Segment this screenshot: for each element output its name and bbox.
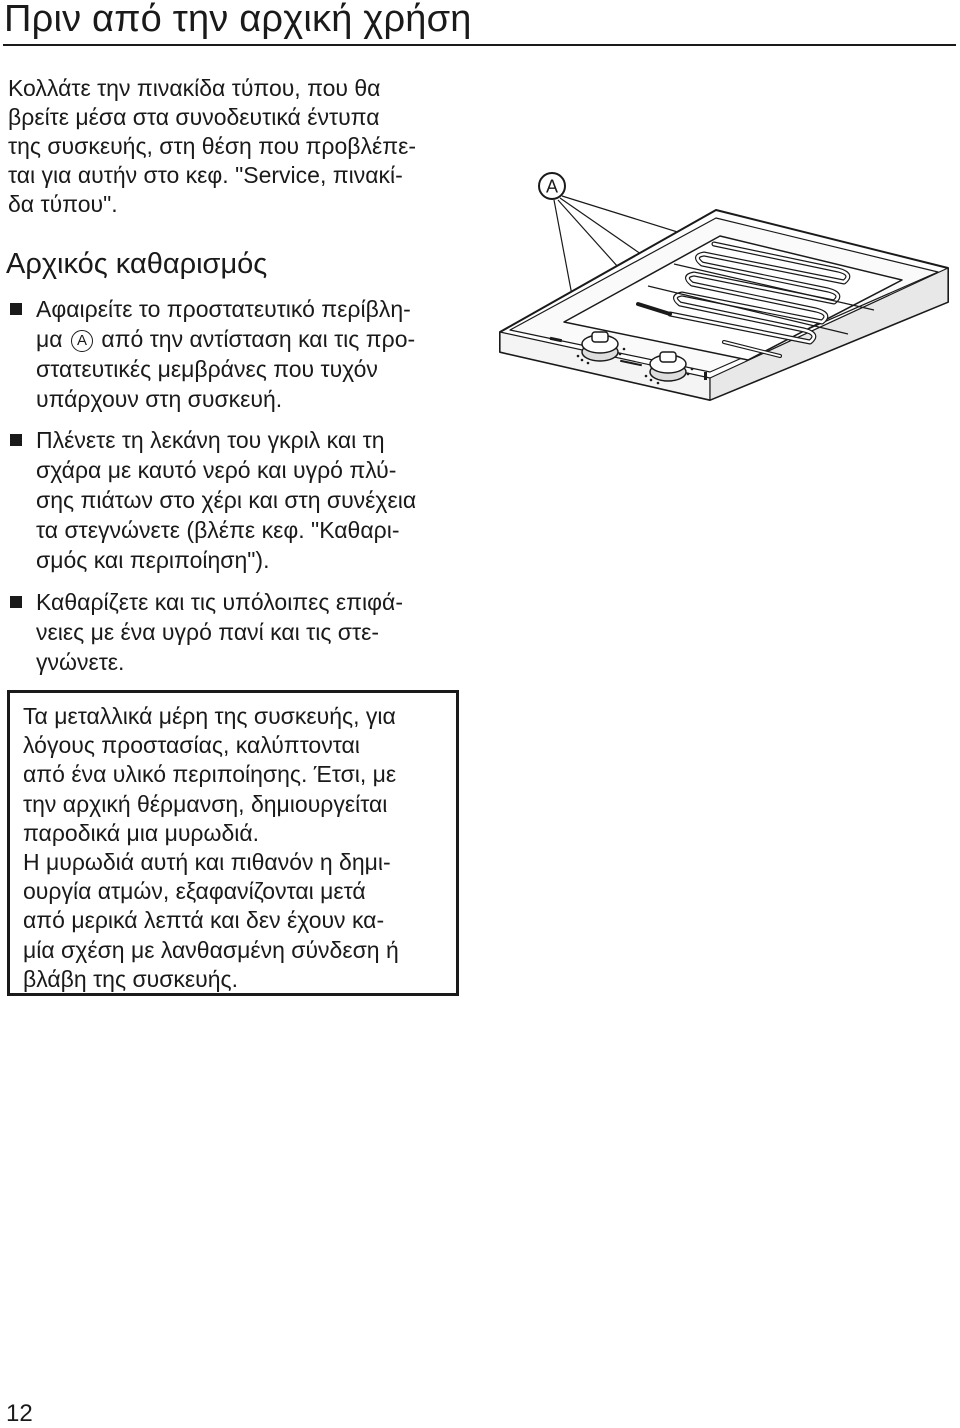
bullet-line: νειες με ένα υγρό πανί και τις στε- <box>36 619 379 645</box>
bullet-clean-surfaces <box>8 587 403 677</box>
notice-line: την αρχική θέρμανση, δημιουργείται <box>23 790 388 817</box>
bullet-text: μα <box>36 326 63 352</box>
bullet-line <box>36 324 415 354</box>
bullet-line: σης πιάτων στο χέρι και στη συνέχεια <box>36 487 417 513</box>
title-divider <box>3 44 956 46</box>
notice-line: από μερικά λεπτά και δεν έχουν κα- <box>23 907 385 934</box>
notice-line: Η μυρωδιά αυτή και πιθανόν η δημι- <box>23 849 391 876</box>
bullet-line: υπάρχουν στη συσκευή. <box>36 386 283 412</box>
bullet-line: γνώνετε. <box>36 649 125 675</box>
notice-line: από ένα υλικό περιποίησης. Έτσι, με <box>23 761 397 788</box>
intro-line: ται για αυτήν στο κεφ. "Service, πινακί- <box>8 162 403 188</box>
notice-line: παροδικά μια μυρωδιά. <box>23 819 260 846</box>
section-heading: Αρχικός καθαρισμός <box>6 248 268 280</box>
grill-appliance-illustration <box>498 156 950 416</box>
intro-line: Κολλάτε την πινακίδα τύπου, που θα <box>8 75 381 101</box>
bullet-line: τα στεγνώνετε (βλέπε κεφ. "Καθαρι- <box>36 517 400 543</box>
intro-line: βρείτε μέσα στα συνοδευτικά έντυπα <box>8 104 380 130</box>
appliance-body <box>500 210 948 400</box>
callout-a <box>539 173 565 199</box>
bullet-square-icon <box>10 596 22 608</box>
page-title: Πριν από την αρχική χρήση <box>4 0 472 40</box>
bullet-square-icon <box>10 434 22 446</box>
notice-line: λόγους προστασίας, καλύπτονται <box>23 732 360 759</box>
bullet-square-icon <box>10 303 22 315</box>
bullet-line: στατευτικές μεμβράνες που τυχόν <box>36 356 378 382</box>
notice-box <box>7 690 459 996</box>
bullet-text: από την αντίσταση και τις προ- <box>101 326 416 352</box>
intro-paragraph <box>8 74 416 219</box>
notice-line: μία σχέση με λανθασμένη σύνδεση ή <box>23 936 399 963</box>
bullet-line: σμός και περιποίηση"). <box>36 547 270 573</box>
notice-line: βλάβη της συσκευής. <box>23 965 239 992</box>
notice-line: ουργία ατμών, εξαφανίζονται μετά <box>23 878 366 905</box>
bullet-remove-protection <box>8 294 415 414</box>
intro-line: της συσκευής, στη θέση που προβλέπε- <box>8 133 417 159</box>
notice-line: Τα μεταλλικά μέρη της συσκευής, για <box>23 703 396 729</box>
reference-a-icon: A <box>71 330 93 352</box>
bullet-line: Πλένετε τη λεκάνη του γκριλ και τη <box>36 427 385 453</box>
bullet-wash-grill <box>8 425 416 575</box>
bullet-line: Καθαρίζετε και τις υπόλοιπες επιφά- <box>36 589 404 615</box>
bullet-line: σχάρα με καυτό νερό και υγρό πλύ- <box>36 457 397 483</box>
callout-a-label: A <box>545 176 559 197</box>
intro-line: δα τύπου". <box>8 191 118 217</box>
page-number: 12 <box>6 1400 33 1427</box>
bullet-line: Αφαιρείτε το προστατευτικό περίβλη- <box>36 296 411 322</box>
